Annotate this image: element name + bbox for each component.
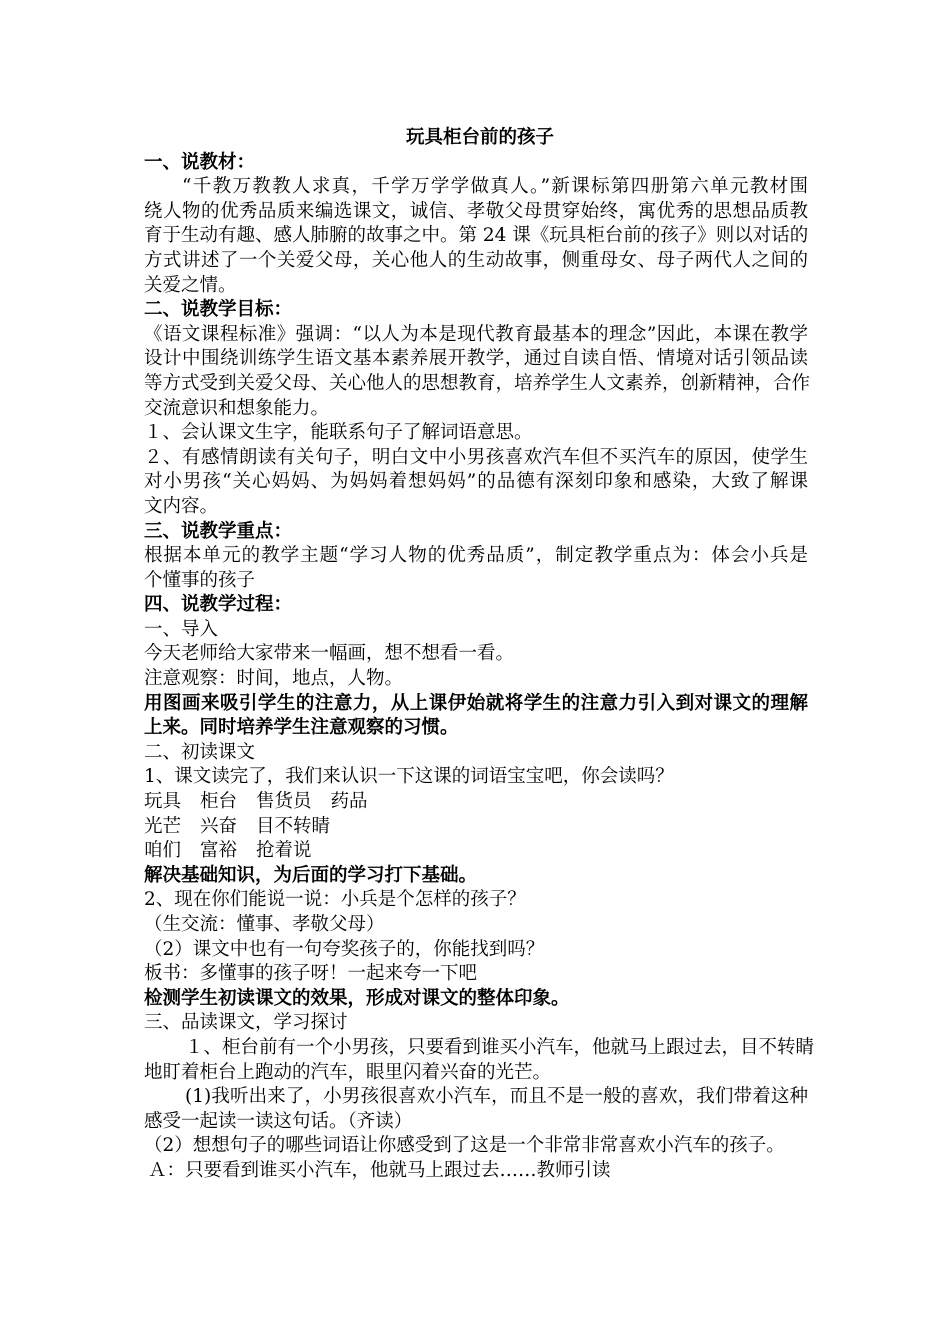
section-2-line: １、会认课文生字，能联系句子了解词语意思。 — [144, 422, 533, 444]
section-4-line: (1)我听出来了，小男孩很喜欢小汽车，而且不是一般的喜欢，我们带着这种 — [185, 1086, 808, 1108]
document-page — [144, 126, 815, 1184]
vocab-row — [144, 815, 808, 840]
section-1-line: 绕人物的优秀品质来编选课文，诚信、孝敬父母贯穿始终，寓优秀的思想品质教 — [144, 200, 808, 222]
vocab-word: 抢着说 — [256, 840, 312, 862]
vocab-word: 咱们 — [144, 840, 182, 862]
section-3-line: 根据本单元的教学主题“学习人物的优秀品质”，制定教学重点为：体会小兵是 — [144, 545, 808, 567]
section-1-heading: 一、说教材： — [144, 151, 256, 173]
section-4-line: 1、课文读完了，我们来认识一下这课的词语宝宝吧，你会读吗？ — [144, 766, 674, 788]
vocab-word: 富裕 — [200, 840, 238, 862]
vocab-row — [144, 839, 808, 864]
section-3-heading: 三、说教学重点： — [144, 520, 293, 542]
vocab-word: 药品 — [330, 791, 368, 813]
vocab-row — [144, 790, 808, 815]
section-4-line: １、柜台前有一个小男孩，只要看到谁买小汽车，他就马上跟过去，目不转睛 — [185, 1036, 815, 1058]
section-4-line: 板书：多懂事的孩子呀！一起来夸一下吧 — [144, 963, 478, 985]
document-title: 玩具柜台前的孩子 — [405, 127, 554, 148]
section-4-line: 2、现在你们能说一说：小兵是个怎样的孩子？ — [144, 889, 526, 911]
section-4-line: Ａ：只要看到谁买小汽车，他就马上跟过去……教师引读 — [148, 1159, 611, 1181]
section-2-line: 设计中围绕训练学生语文基本素养展开教学，通过自读自悟、情境对话引领品读 — [144, 348, 808, 370]
section-2-line: 交流意识和想象能力。 — [144, 397, 330, 419]
section-4-line: 今天老师给大家带来一幅画，想不想看一看。 — [144, 643, 515, 665]
vocab-word: 售货员 — [256, 791, 312, 813]
section-2-line: 对小男孩“关心妈妈、为妈妈着想妈妈”的品德有深刻印象和感染，大致了解课 — [144, 471, 808, 493]
section-4-line: 一、导入 — [144, 618, 219, 640]
section-4-line: 感受一起读一读这句话。（齐读） — [144, 1110, 413, 1132]
vocab-word: 柜台 — [200, 791, 238, 813]
vocab-word: 玩具 — [144, 791, 182, 813]
section-4-line: （2）想想句子的哪些词语让你感受到了这是一个非常非常喜欢小汽车的孩子。 — [144, 1135, 785, 1157]
section-4-bold-note: 检测学生初读课文的效果，形成对课文的整体印象。 — [144, 987, 570, 1009]
section-2-line: 文内容。 — [144, 495, 219, 517]
section-4-bold-note: 上来。同时培养学生注意观察的习惯。 — [144, 717, 459, 739]
section-4-line: 地盯着柜台上跑动的汽车，眼里闪着兴奋的光芒。 — [144, 1061, 552, 1083]
section-1-line: 关爱之情。 — [144, 274, 237, 296]
section-4-bold-note: 用图画来吸引学生的注意力，从上课伊始就将学生的注意力引入到对课文的理解 — [144, 692, 808, 714]
section-1-line: 育于生动有趣、感人肺腑的故事之中。第 24 课《玩具柜台前的孩子》则以对话的 — [144, 225, 809, 247]
section-4-bold-note: 解决基础知识，为后面的学习打下基础。 — [144, 864, 478, 886]
section-4-line: （2）课文中也有一句夸奖孩子的，你能找到吗？ — [144, 938, 545, 960]
vocab-word: 兴奋 — [200, 815, 238, 837]
section-2-line: ２、有感情朗读有关句子，明白文中小男孩喜欢汽车但不买汽车的原因，使学生 — [144, 446, 808, 468]
section-4-line: （生交流：懂事、孝敬父母） — [144, 914, 385, 935]
section-1-line: 方式讲述了一个关爱父母，关心他人的生动故事，侧重母女、母子两代人之间的 — [144, 249, 808, 271]
vocab-word: 目不转睛 — [256, 815, 331, 837]
section-2-line: 《语文课程标准》强调：“以人为本是现代教育最基本的理念”因此，本课在教学 — [144, 323, 808, 345]
section-1-line: “千教万教教人求真，千学万学学做真人。”新课标第四册第六单元教材围 — [182, 176, 808, 198]
section-4-line: 注意观察：时间，地点，人物。 — [144, 668, 404, 690]
section-4-heading: 四、说教学过程： — [144, 594, 293, 616]
section-3-line: 个懂事的孩子 — [144, 569, 256, 591]
section-2-heading: 二、说教学目标： — [144, 299, 293, 321]
vocab-word: 光芒 — [144, 815, 182, 837]
section-4-subheading: 三、品读课文，学习探讨 — [144, 1012, 348, 1034]
section-2-line: 等方式受到关爱父母、关心他人的思想教育，培养学生人文素养，创新精神，合作 — [144, 372, 811, 394]
section-4-line: 二、初读课文 — [144, 741, 256, 763]
